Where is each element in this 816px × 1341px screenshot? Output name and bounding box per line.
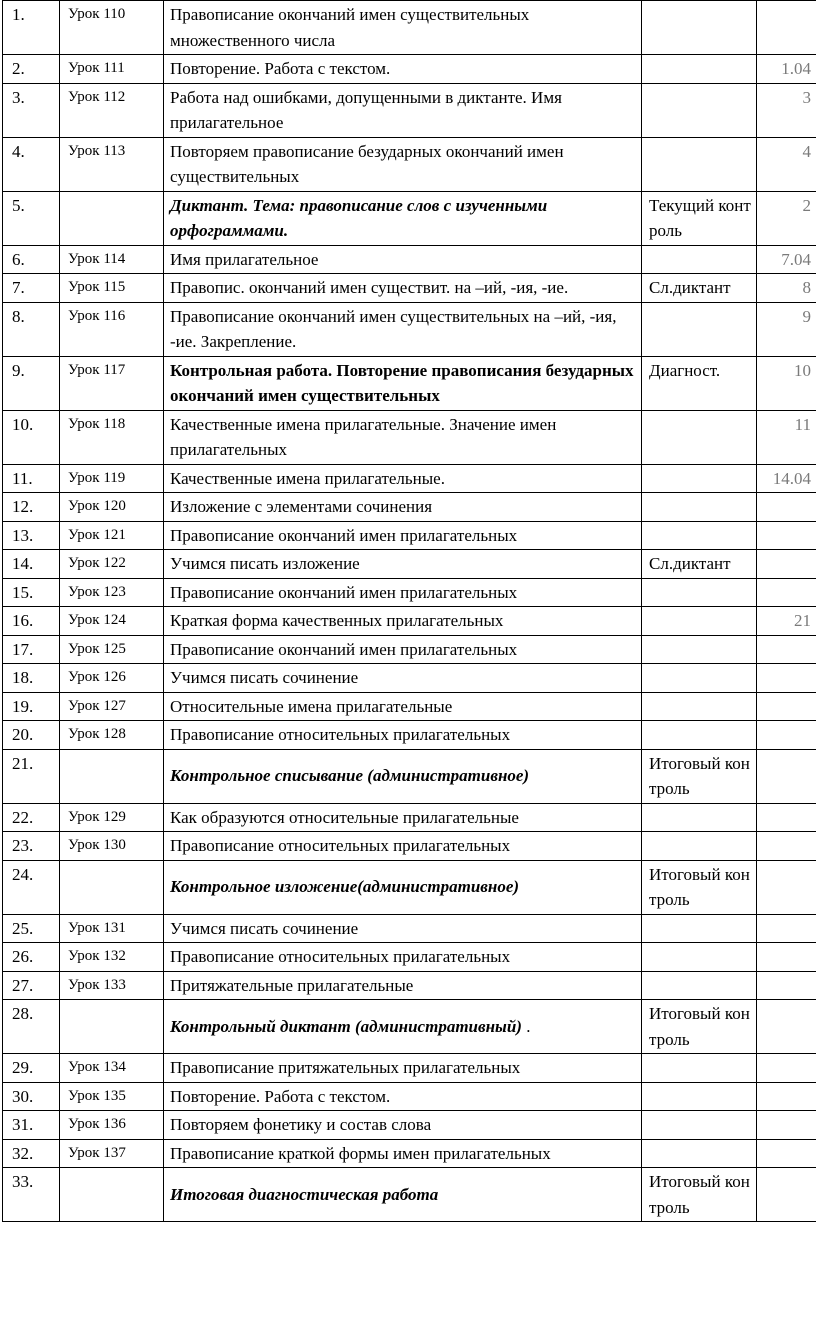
table-row [3,578,816,607]
topic-text: Правописание относительных прилагательных [170,947,511,966]
lesson-label: Урок 118 [60,410,164,464]
row-number: 26. [3,943,60,972]
topic-text: Правописание окончаний имен прилагательных [170,525,518,545]
lesson-date [757,274,816,303]
control-type [642,83,757,137]
control-type [642,137,757,191]
lesson-label: Урок 120 [60,493,164,522]
date-text: 8 [802,278,811,297]
control-type [642,971,757,1000]
lesson-label [60,749,164,803]
control-type: Диагност. [642,356,757,410]
row-number: 16. [3,607,60,636]
control-type [642,521,757,550]
row-number: 7. [3,274,60,303]
topic-text: Правопис. окончаний имен существит. на –ий, -ия, -ие. [170,278,569,297]
row-number: 3. [3,83,60,137]
table-row [3,749,816,803]
topic-text: Притяжательные прилагательные [170,975,414,995]
lesson-label: Урок 132 [60,943,164,972]
lesson-date [757,635,816,664]
table-row [3,664,816,693]
lesson-topic [164,803,642,832]
table-row [3,914,816,943]
lesson-label: Урок 128 [60,721,164,750]
lesson-label: Урок 110 [60,1,164,55]
lesson-topic [164,578,642,607]
row-number: 23. [3,832,60,861]
lesson-date [757,410,816,464]
lesson-date [757,607,816,636]
table-row [3,274,816,303]
topic-text: Итоговая диагностическая работа [170,1184,439,1204]
lesson-label: Урок 127 [60,692,164,721]
topic-text: Правописание окончаний имен существительных множественного числа [170,5,530,50]
lesson-label: Урок 131 [60,914,164,943]
topic-text: Контрольное списывание (административное) [170,766,530,786]
control-type: Итоговый контроль [642,749,757,803]
control-type [642,664,757,693]
row-number: 28. [3,1000,60,1054]
date-text: 1.04 [781,59,811,78]
date-text: 11 [794,414,811,434]
table-row [3,1054,816,1083]
row-number: 10. [3,410,60,464]
table-body [3,1,816,1222]
topic-text: Правописание относительных прилагательных [170,725,511,744]
row-number: 25. [3,914,60,943]
lesson-date [757,1000,816,1054]
control-type [642,464,757,493]
lesson-topic [164,664,642,693]
table-row [3,245,816,274]
row-number: 8. [3,302,60,356]
lesson-topic [164,971,642,1000]
row-number: 2. [3,55,60,84]
lesson-date [757,692,816,721]
row-number: 33. [3,1168,60,1222]
topic-text: Правописание окончаний имен прилагательных [170,639,518,659]
lesson-label: Урок 114 [60,245,164,274]
row-number: 30. [3,1082,60,1111]
row-number: 20. [3,721,60,750]
lesson-plan-table [2,0,816,1222]
row-number: 12. [3,493,60,522]
row-number: 14. [3,550,60,579]
lesson-topic [164,1054,642,1083]
lesson-topic [164,1000,642,1054]
table-row [3,832,816,861]
control-type [642,1,757,55]
lesson-date [757,55,816,84]
lesson-date [757,664,816,693]
table-row [3,464,816,493]
lesson-topic [164,191,642,245]
control-type [642,607,757,636]
lesson-topic [164,83,642,137]
topic-text: Имя прилагательное [170,249,319,269]
lesson-label: Урок 113 [60,137,164,191]
lesson-topic [164,302,642,356]
lesson-label: Урок 116 [60,302,164,356]
lesson-date [757,356,816,410]
row-number: 21. [3,749,60,803]
row-number: 24. [3,860,60,914]
control-type [642,302,757,356]
lesson-date [757,464,816,493]
lesson-label: Урок 129 [60,803,164,832]
lesson-date [757,245,816,274]
table-row [3,1000,816,1054]
lesson-label: Урок 121 [60,521,164,550]
control-type: Итоговый контроль [642,1000,757,1054]
lesson-date [757,1111,816,1140]
table-row [3,803,816,832]
lesson-label: Урок 112 [60,83,164,137]
control-type [642,245,757,274]
lesson-topic [164,1111,642,1140]
lesson-date [757,521,816,550]
control-type: Сл.диктант [642,274,757,303]
table-row [3,721,816,750]
table-row [3,410,816,464]
lesson-label: Урок 136 [60,1111,164,1140]
topic-text: Контрольный диктант (административный) [170,1016,522,1036]
lesson-label: Урок 111 [60,55,164,84]
table-row [3,302,816,356]
lesson-topic [164,245,642,274]
lesson-date [757,914,816,943]
row-number: 29. [3,1054,60,1083]
lesson-date [757,302,816,356]
table-row [3,550,816,579]
table-row [3,1082,816,1111]
topic-text: Повторение. Работа с текстом. [170,59,391,78]
lesson-topic [164,943,642,972]
control-type [642,721,757,750]
topic-text: Контрольная работа. Повторение правописания безударных окончаний имен существительных [170,360,634,405]
row-number: 4. [3,137,60,191]
lesson-topic [164,860,642,914]
lesson-label [60,191,164,245]
lesson-date [757,1,816,55]
row-number: 19. [3,692,60,721]
control-type [642,1054,757,1083]
lesson-date [757,971,816,1000]
topic-text: Повторяем правописание безударных окончаний имен существительных [170,141,564,186]
lesson-label: Урок 124 [60,607,164,636]
lesson-date [757,721,816,750]
lesson-topic [164,493,642,522]
table-row [3,971,816,1000]
control-type [642,635,757,664]
lesson-topic [164,550,642,579]
topic-text: Повторяем фонетику и состав слова [170,1115,432,1134]
table-row [3,521,816,550]
lesson-date [757,578,816,607]
table-row [3,860,816,914]
date-text: 7.04 [781,249,811,269]
row-number: 27. [3,971,60,1000]
row-number: 6. [3,245,60,274]
lesson-label: Урок 119 [60,464,164,493]
topic-text: Правописание краткой формы имен прилагательных [170,1143,551,1163]
table-row [3,493,816,522]
table-row [3,1139,816,1168]
row-number: 5. [3,191,60,245]
lesson-date [757,1054,816,1083]
row-number: 32. [3,1139,60,1168]
topic-text: Качественные имена прилагательные. [170,468,445,488]
lesson-topic [164,1,642,55]
lesson-topic [164,914,642,943]
lesson-date [757,749,816,803]
lesson-label [60,860,164,914]
date-text: 9 [802,306,811,326]
lesson-date [757,1139,816,1168]
table-row [3,1111,816,1140]
topic-text: Учимся писать изложение [170,554,360,573]
lesson-date [757,1168,816,1222]
table-row [3,692,816,721]
topic-text: Диктант. Тема: правописание слов с изученными орфограммами. [170,195,548,240]
lesson-label: Урок 137 [60,1139,164,1168]
row-number: 22. [3,803,60,832]
lesson-label: Урок 135 [60,1082,164,1111]
table-row [3,1,816,55]
date-text: 4 [802,141,811,161]
date-text: 3 [802,87,811,107]
lesson-label: Урок 130 [60,832,164,861]
lesson-date [757,860,816,914]
lesson-label: Урок 123 [60,578,164,607]
control-type [642,55,757,84]
lesson-date [757,493,816,522]
date-text: 2 [802,195,811,215]
control-type: Сл.диктант [642,550,757,579]
lesson-date [757,803,816,832]
lesson-label [60,1000,164,1054]
row-number: 9. [3,356,60,410]
topic-text: Учимся писать сочинение [170,918,359,938]
topic-text: Изложение с элементами сочинения [170,497,433,516]
control-type [642,692,757,721]
topic-text: Правописание относительных прилагательных [170,836,511,855]
lesson-label: Урок 134 [60,1054,164,1083]
topic-text: Качественные имена прилагательные. Значение имен прилагательных [170,414,557,459]
lesson-date [757,943,816,972]
topic-text: Контрольное изложение(административное) [170,877,520,897]
control-type [642,410,757,464]
row-number: 13. [3,521,60,550]
table-row [3,55,816,84]
lesson-label: Урок 133 [60,971,164,1000]
topic-text: Работа над ошибками, допущенными в диктанте. Имя прилагательное [170,87,562,132]
topic-suffix: . [521,1016,531,1036]
lesson-label: Урок 122 [60,550,164,579]
table-row [3,1168,816,1222]
row-number: 11. [3,464,60,493]
topic-text: Правописание окончаний имен прилагательных [170,582,518,602]
lesson-topic [164,1139,642,1168]
lesson-topic [164,692,642,721]
lesson-topic [164,1082,642,1111]
control-type [642,1082,757,1111]
row-number: 31. [3,1111,60,1140]
topic-text: Учимся писать сочинение [170,668,359,687]
lesson-date [757,1082,816,1111]
topic-text: Относительные имена прилагательные [170,696,453,716]
table-row [3,83,816,137]
lesson-date [757,191,816,245]
lesson-topic [164,274,642,303]
lesson-label [60,1168,164,1222]
control-type [642,1139,757,1168]
control-type [642,578,757,607]
lesson-topic [164,749,642,803]
lesson-topic [164,1168,642,1222]
lesson-date [757,550,816,579]
control-type: Итоговый контроль [642,860,757,914]
control-type [642,832,757,861]
row-number: 1. [3,1,60,55]
lesson-topic [164,464,642,493]
table-row [3,356,816,410]
control-type: Текущий контроль [642,191,757,245]
topic-text: Краткая форма качественных прилагательных [170,611,504,630]
lesson-date [757,137,816,191]
row-number: 18. [3,664,60,693]
lesson-date [757,83,816,137]
topic-text: Правописание окончаний имен существительных на –ий, -ия, -ие. Закрепление. [170,306,617,351]
lesson-topic [164,721,642,750]
table-row [3,137,816,191]
lesson-topic [164,55,642,84]
lesson-topic [164,521,642,550]
table-row [3,607,816,636]
row-number: 15. [3,578,60,607]
lesson-topic [164,635,642,664]
topic-text: Повторение. Работа с текстом. [170,1086,391,1106]
row-number: 17. [3,635,60,664]
lesson-topic [164,410,642,464]
topic-text: Правописание притяжательных прилагательных [170,1058,521,1077]
table-row [3,191,816,245]
control-type [642,1111,757,1140]
lesson-date [757,832,816,861]
lesson-topic [164,832,642,861]
control-type [642,914,757,943]
lesson-label: Урок 117 [60,356,164,410]
table-row [3,943,816,972]
control-type [642,943,757,972]
lesson-topic [164,607,642,636]
control-type: Итоговый контроль [642,1168,757,1222]
topic-text: Как образуются относительные прилагательные [170,807,519,827]
date-text: 14.04 [772,468,811,488]
table-row [3,635,816,664]
lesson-label: Урок 115 [60,274,164,303]
date-text: 21 [794,611,811,630]
date-text: 10 [794,360,811,380]
control-type [642,803,757,832]
lesson-label: Урок 126 [60,664,164,693]
lesson-topic [164,137,642,191]
lesson-label: Урок 125 [60,635,164,664]
lesson-topic [164,356,642,410]
control-type [642,493,757,522]
